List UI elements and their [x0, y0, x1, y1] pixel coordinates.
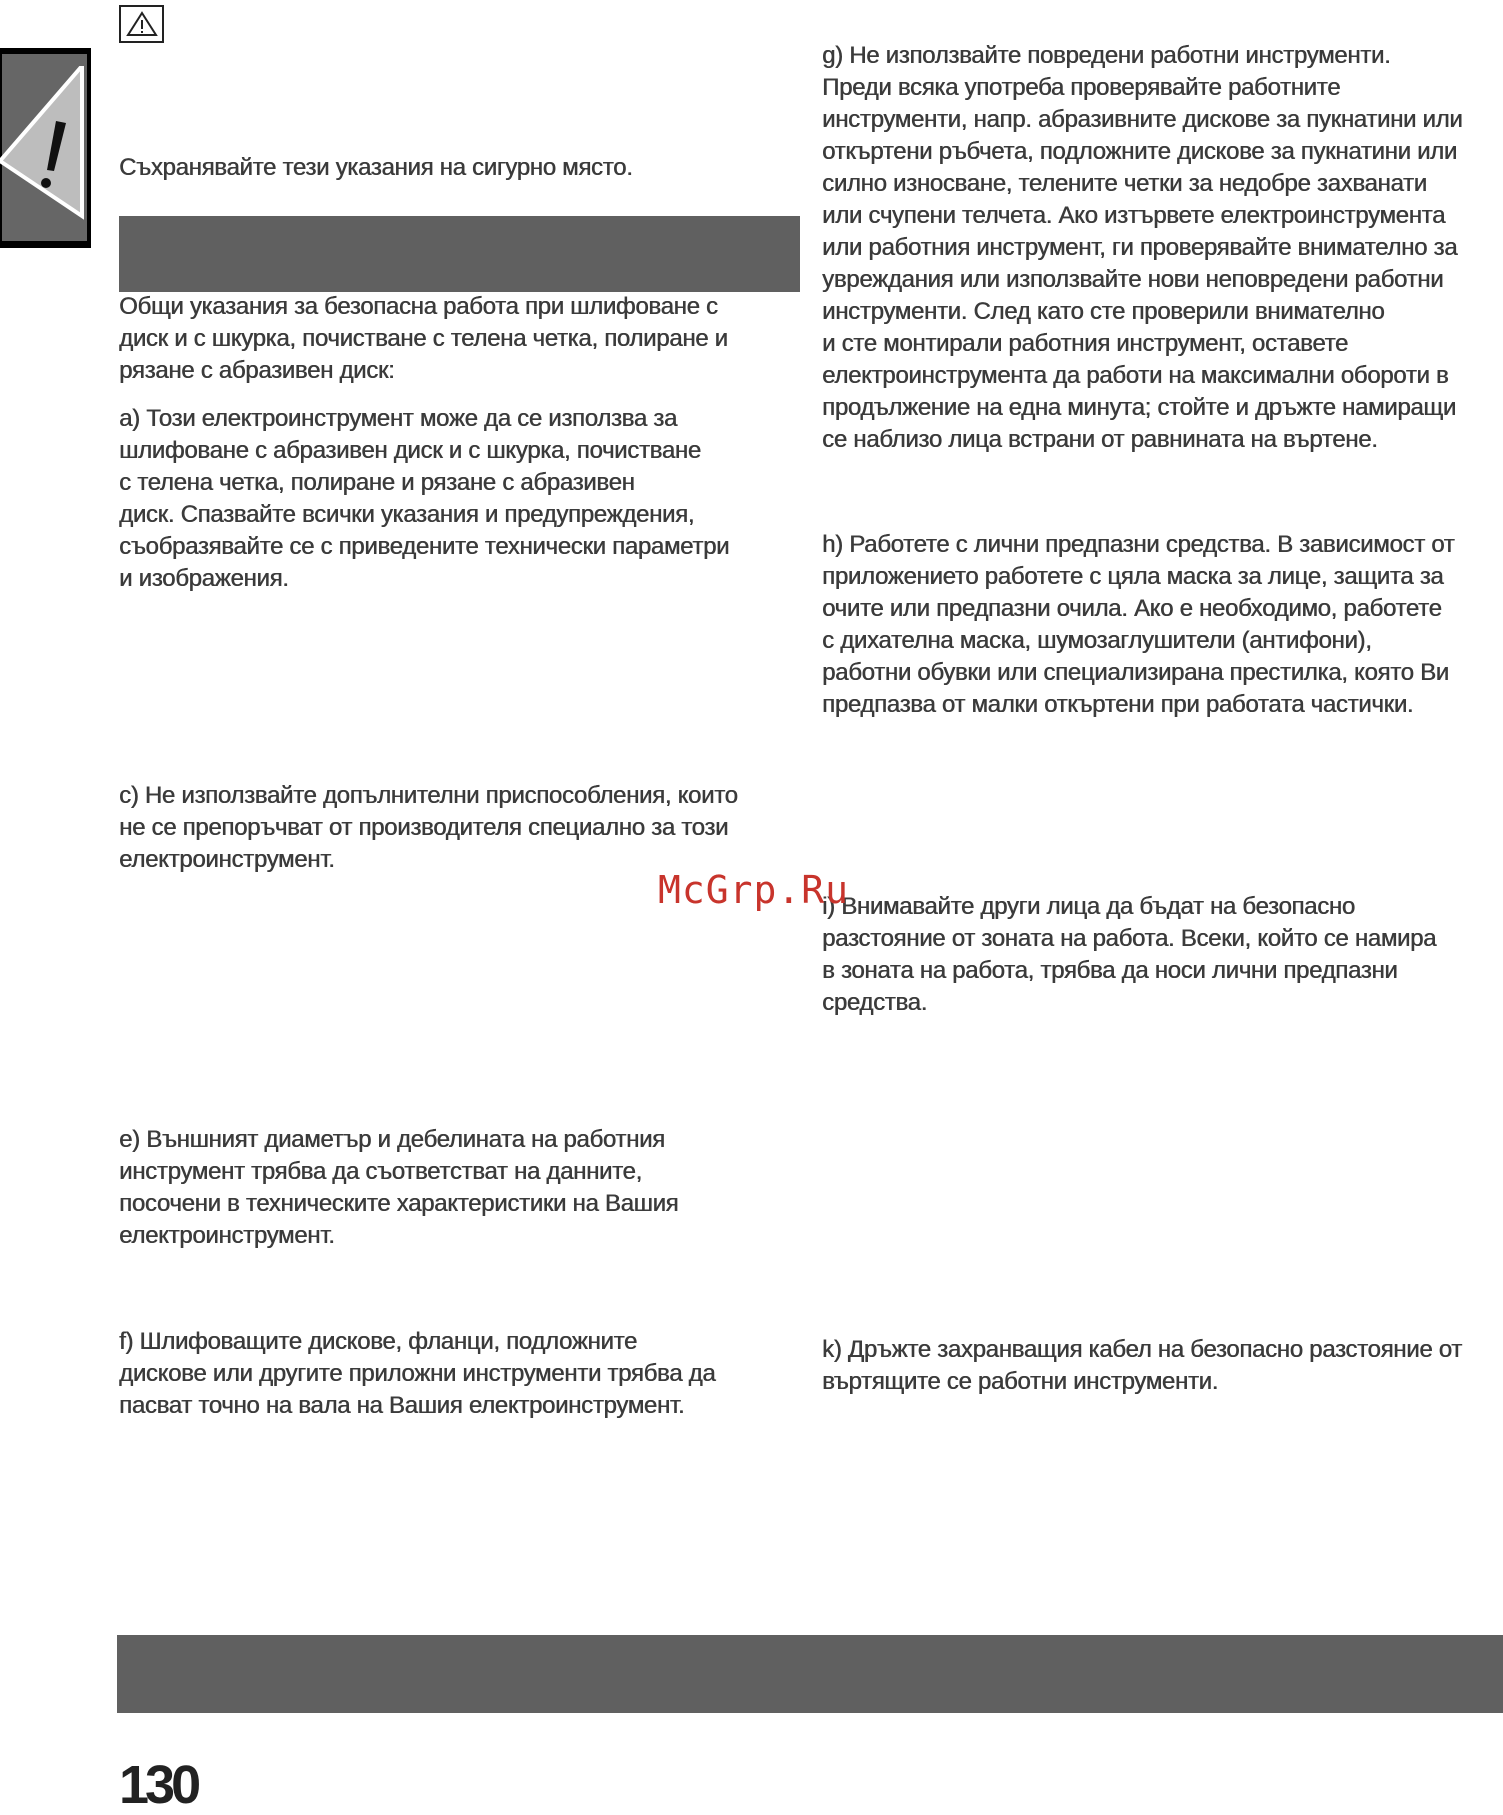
- item-a: a) Този електроинструмент може да се използва за шлифоване с абразивен диск и с шкурка, почистване с телена четка, полиране и рязане с абразивен диск. Спазвайте всички указания и предупреждения, съобразявайте се с приведените технически параметри и изображения.: [119, 405, 730, 592]
- exclamation-icon: [0, 66, 91, 226]
- footer-bar: [117, 1635, 1503, 1713]
- item-h: h) Работете с лични предпазни средства. В зависимост от приложението работете с цяла маска за лице, защита за очите или предпазни очила. Ако е необходимо, работете с дихателна маска, шумозаглушители (антифони), работни обувки или специализирана престилка, която Ви предпазва от малки откъртени при работата частички.: [822, 531, 1455, 718]
- save-note: Съхранявайте тези указания на сигурно място.: [119, 154, 633, 181]
- side-warning-tab: [0, 48, 91, 248]
- warning-triangle-icon: [119, 5, 164, 43]
- watermark: McGrp.Ru: [658, 868, 850, 912]
- item-e: e) Външният диаметър и дебелината на работния инструмент трябва да съответстват на данните, посочени в техническите характеристики на Вашия електроинструмент.: [119, 1126, 679, 1249]
- section-header-bar: [119, 216, 800, 292]
- page-number: 130: [119, 1755, 198, 1815]
- item-k: k) Дръжте захранващия кабел на безопасно разстояние от въртящите се работни инструменти.: [822, 1336, 1462, 1395]
- item-c: c) Не използвайте допълнителни приспособления, които не се препоръчват от производителя специално за този електроинструмент.: [119, 782, 738, 873]
- item-i: i) Внимавайте други лица да бъдат на безопасно разстояние от зоната на работа. Всеки, който се намира в зоната на работа, трябва да носи лични предпазни средства.: [822, 893, 1437, 1016]
- item-f: f) Шлифоващите дискове, фланци, подложните дискове или другите приложни инструменти трябва да пасват точно на вала на Вашия електроинструмент.: [119, 1328, 716, 1419]
- intro-paragraph: Общи указания за безопасна работа при шлифоване с диск и с шкурка, почистване с телена четка, полиране и рязане с абразивен диск:: [119, 293, 728, 384]
- item-g: g) Не използвайте повредени работни инструменти. Преди всяка употреба проверявайте работните инструменти, напр. абразивните дискове за пукнатини или откъртени ръбчета, подложните дискове за пукнатини или силно износване, телените четки за недобре захванати или счупени телчета. Ако изтървете електроинструмента или работния инструмент, ги проверявайте внимателно за увреждания или използвайте нови неповредени работни инструменти. След като сте проверили внимателно и сте монтирали работния инструмент, оставете електроинструмента да работи на максимални обороти в продължение на една минута; стойте и дръжте намиращи се наблизо лица встрани от равнината на въртене.: [822, 42, 1463, 453]
